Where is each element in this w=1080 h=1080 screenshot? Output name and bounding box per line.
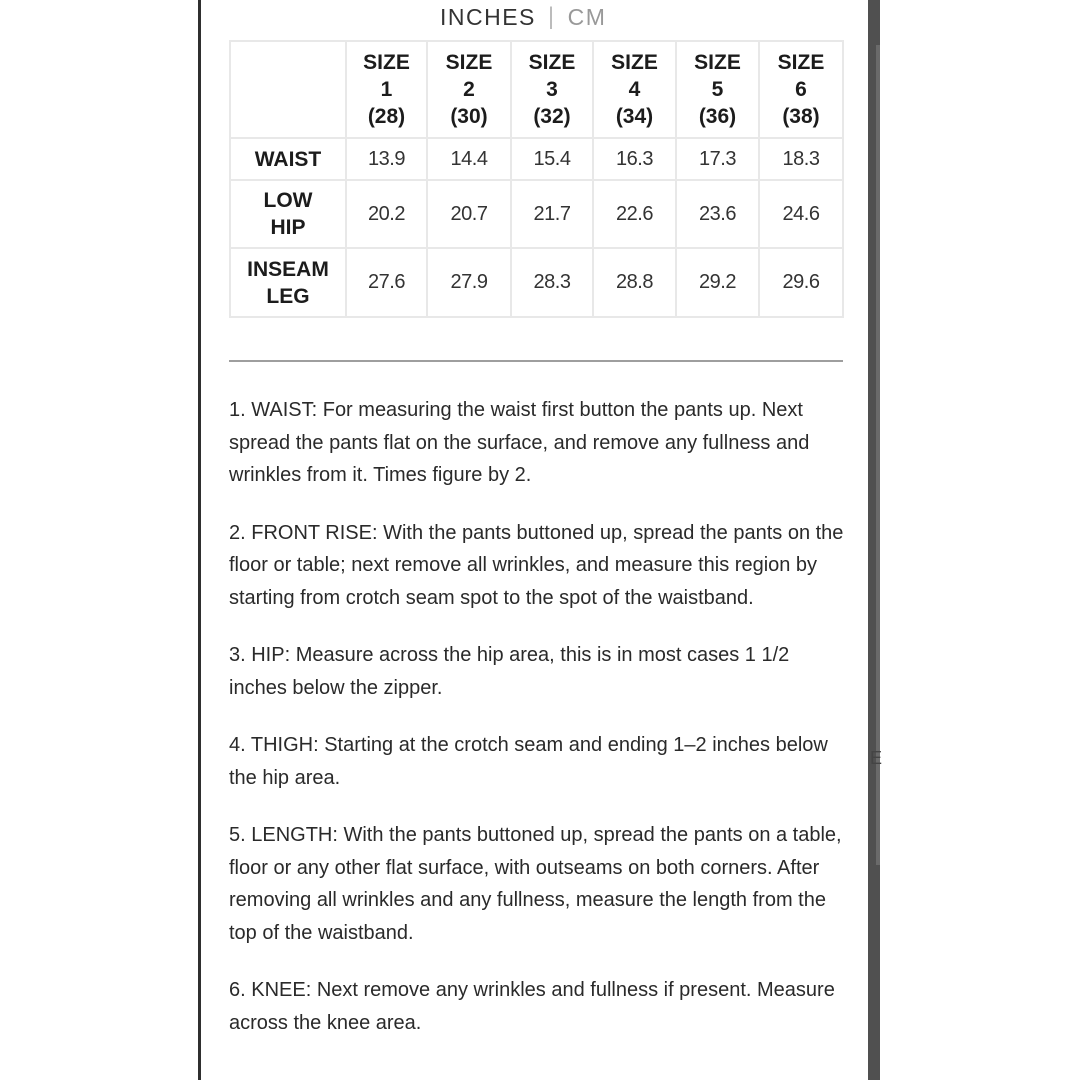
table-cell: 20.2: [346, 180, 427, 248]
table-cell: 29.2: [676, 248, 759, 317]
size-column-header: SIZE 3 (32): [511, 41, 593, 138]
table-row: [230, 138, 843, 180]
table-cell: 14.4: [427, 138, 511, 180]
cm-tab[interactable]: CM: [567, 3, 607, 30]
instruction-hip: 3. HIP: Measure across the hip area, this is in most cases 1 1/2 inches below the zipper.: [229, 644, 790, 699]
table-cell: 27.9: [427, 248, 511, 317]
table-cell: 22.6: [593, 180, 676, 248]
clipped-text: E: [870, 748, 883, 768]
size-column-header: SIZE 2 (30): [427, 41, 511, 138]
table-cell: 24.6: [759, 180, 843, 248]
instruction-front-rise: 2. FRONT RISE: With the pants buttoned up, spread the pants on the floor or table; next remove all wrinkles, and measure this region by starting from crotch seam spot to the spot of the waistband.: [229, 521, 844, 609]
table-cell: 13.9: [346, 138, 427, 180]
scrollbar-track[interactable]: [876, 45, 880, 865]
size-chart-table: [229, 40, 844, 318]
table-cell: 16.3: [593, 138, 676, 180]
table-cell: 20.7: [427, 180, 511, 248]
measurement-instructions: [229, 394, 849, 1064]
table-cell: 17.3: [676, 138, 759, 180]
table-cell: 18.3: [759, 138, 843, 180]
table-cell: 15.4: [511, 138, 593, 180]
size-column-header: SIZE 6 (38): [759, 41, 843, 138]
panel-left-border: [198, 0, 201, 1080]
inches-tab[interactable]: INCHES: [440, 3, 536, 30]
size-column-header: SIZE 1 (28): [346, 41, 427, 138]
instruction-length: 5. LENGTH: With the pants buttoned up, spread the pants on a table, floor or any other flat surface, with outseams on both corners. After removing all wrinkles and any fullness, measure the length from the top of the waistband.: [229, 824, 842, 944]
instruction-knee: 6. KNEE: Next remove any wrinkles and fullness if present. Measure across the knee area.: [229, 979, 835, 1034]
table-row: [230, 180, 843, 248]
instruction-thigh: 4. THIGH: Starting at the crotch seam and ending 1–2 inches below the hip area.: [229, 734, 828, 789]
size-column-header: SIZE 4 (34): [593, 41, 676, 138]
table-cell: 21.7: [511, 180, 593, 248]
table-header-row: [230, 41, 843, 138]
size-column-header: SIZE 5 (36): [676, 41, 759, 138]
row-header: LOW HIP: [230, 180, 346, 248]
row-header: INSEAM LEG: [230, 248, 346, 317]
table-cell: 27.6: [346, 248, 427, 317]
corner-cell: [230, 41, 346, 138]
table-cell: 28.8: [593, 248, 676, 317]
table-cell: 29.6: [759, 248, 843, 317]
section-divider: [229, 360, 843, 362]
instruction-waist: 1. WAIST: For measuring the waist first button the pants up. Next spread the pants flat on the surface, and remove any fullness and wrinkles from it. Times figure by 2.: [229, 399, 810, 486]
row-header: WAIST: [230, 138, 346, 180]
table-cell: 23.6: [676, 180, 759, 248]
table-cell: 28.3: [511, 248, 593, 317]
unit-separator: |: [547, 3, 556, 30]
unit-toggle: [440, 3, 606, 31]
table-row: [230, 248, 843, 317]
